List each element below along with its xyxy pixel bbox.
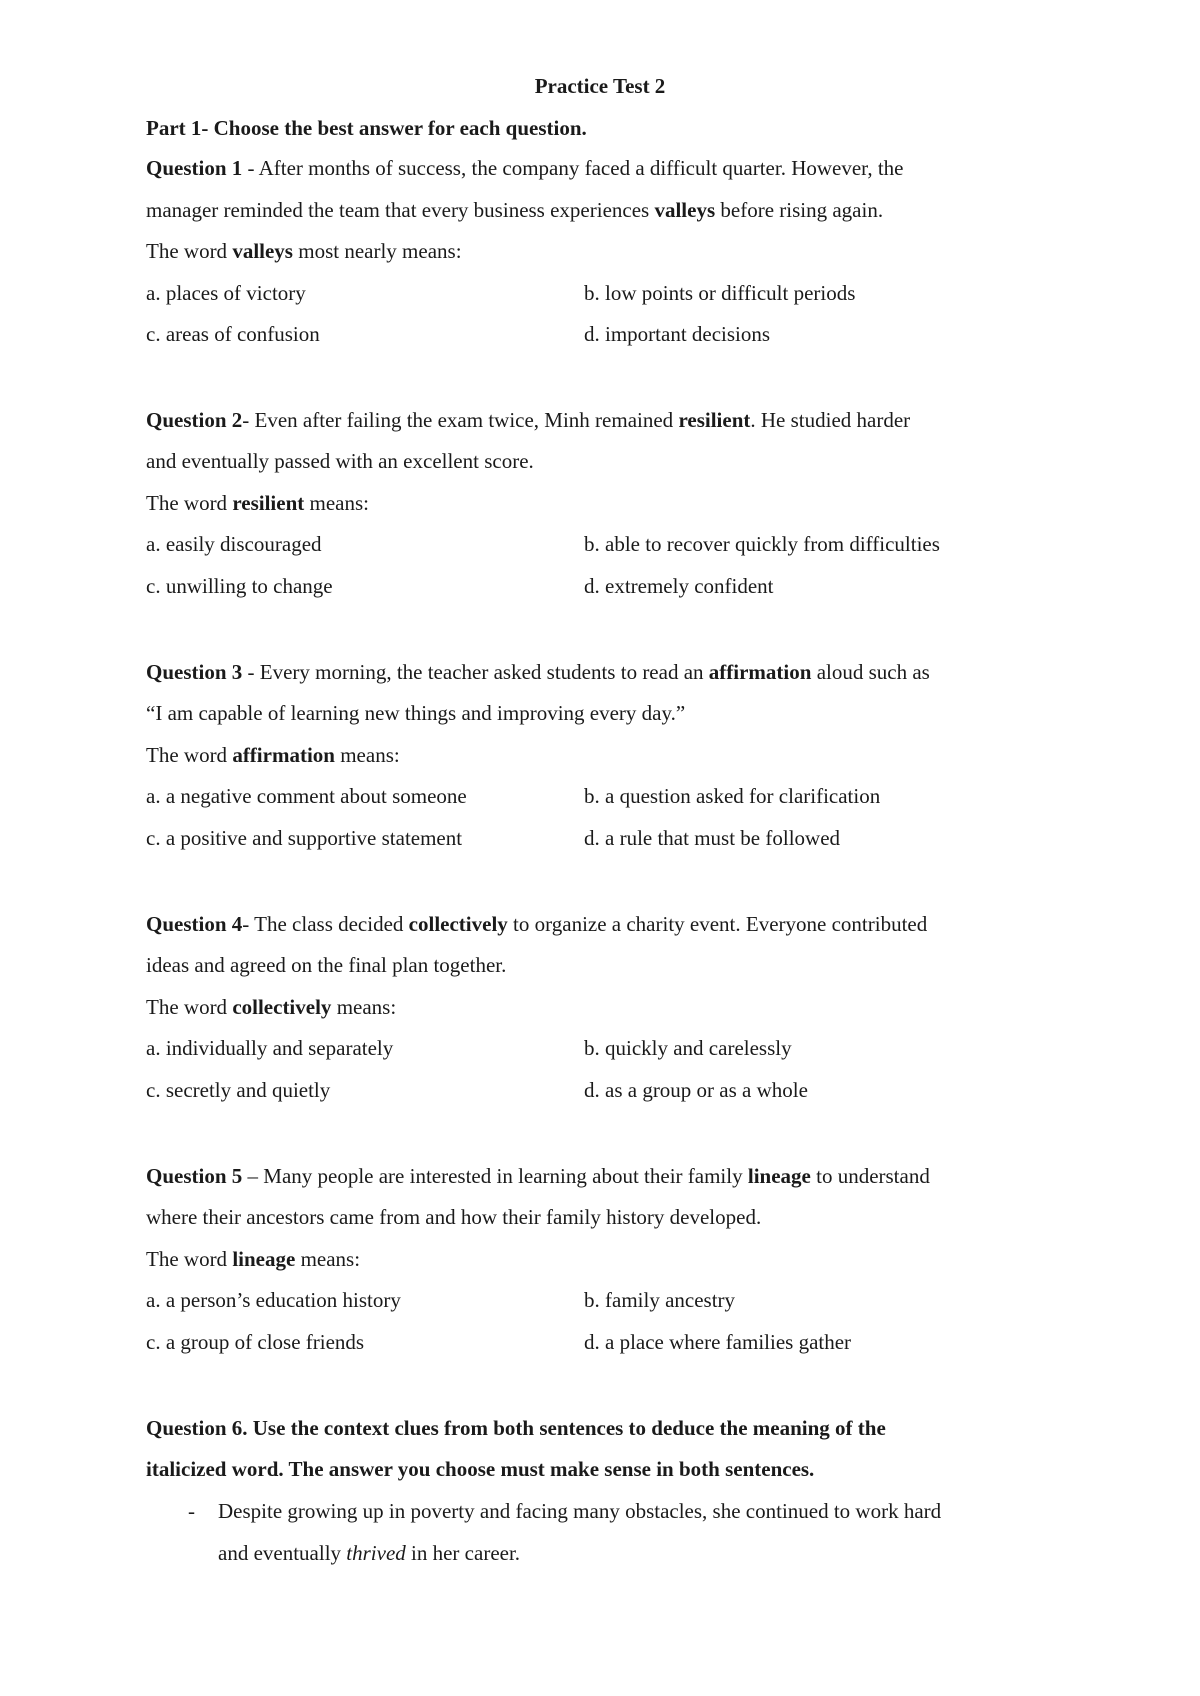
question-5-option-b: b. family ancestry [584, 1288, 736, 1312]
question-5-line-2: where their ancestors came from and how their family history developed. [146, 1205, 762, 1229]
question-3-line-2: “I am capable of learning new things and improving every day.” [146, 701, 686, 725]
question-4-option-a: a. individually and separately [146, 1036, 394, 1060]
question-5-option-a: a. a person’s education history [146, 1288, 401, 1312]
question-3-option-d: d. a rule that must be followed [584, 826, 841, 850]
bullet-dash: - [188, 1499, 195, 1523]
question-2-option-a: a. easily discouraged [146, 532, 322, 556]
question-5-option-c: c. a group of close friends [146, 1330, 365, 1354]
question-1-option-b: b. low points or difficult periods [584, 281, 856, 305]
question-2-prompt: The word resilient means: [146, 491, 369, 515]
question-5-keyword: lineage [747, 1164, 811, 1188]
question-4-prompt: The word collectively means: [146, 995, 397, 1019]
italicized-word: thrived [346, 1541, 406, 1565]
question-4-option-d: d. as a group or as a whole [584, 1078, 808, 1102]
part1-heading: Part 1- Choose the best answer for each question. [146, 116, 587, 140]
question-3-keyword: affirmation [708, 660, 812, 684]
question-4-line-2: ideas and agreed on the final plan together. [146, 953, 507, 977]
question-4-option-b: b. quickly and carelessly [584, 1036, 792, 1060]
question-6-sentence-line-2: and eventually thrived in her career. [218, 1541, 521, 1565]
question-2-label: Question 2 [146, 408, 243, 432]
question-5-prompt: The word lineage means: [146, 1247, 361, 1271]
question-3-line-1: Question 3 - Every morning, the teacher asked students to read an affirmation aloud such as [146, 660, 930, 684]
question-6-line-2: italicized word. The answer you choose must make sense in both sentences. [146, 1457, 815, 1481]
question-3-option-c: c. a positive and supportive statement [146, 826, 463, 850]
question-1-option-a: a. places of victory [146, 281, 306, 305]
question-2-keyword: resilient [678, 408, 751, 432]
question-1-option-d: d. important decisions [584, 322, 771, 346]
question-1-line-2: manager reminded the team that every business experiences valleys before rising again. [146, 198, 884, 222]
question-2-line-2: and eventually passed with an excellent score. [146, 449, 534, 473]
question-1-prompt: The word valleys most nearly means: [146, 239, 462, 263]
question-4-keyword: collectively [408, 912, 508, 936]
question-6-sentence-line-1: Despite growing up in poverty and facing many obstacles, she continued to work hard [218, 1499, 942, 1523]
question-3-option-b: b. a question asked for clarification [584, 784, 881, 808]
question-5-option-d: d. a place where families gather [584, 1330, 852, 1354]
question-1-keyword: valleys [654, 198, 716, 222]
question-3-prompt: The word affirmation means: [146, 743, 400, 767]
question-1-label: Question 1 [146, 156, 243, 180]
question-4-line-1: Question 4- The class decided collectively to organize a charity event. Everyone contributed [146, 912, 928, 936]
page-title: Practice Test 2 [534, 74, 666, 98]
question-3-label: Question 3 [146, 660, 243, 684]
question-2-line-1: Question 2- Even after failing the exam twice, Minh remained resilient. He studied harder [146, 408, 911, 432]
question-3-option-a: a. a negative comment about someone [146, 784, 467, 808]
question-1-line-1: Question 1 - After months of success, the company faced a difficult quarter. However, the [146, 156, 904, 180]
question-5-label: Question 5 [146, 1164, 243, 1188]
question-4-label: Question 4 [146, 912, 243, 936]
question-2-option-d: d. extremely confident [584, 574, 774, 598]
question-1-option-c: c. areas of confusion [146, 322, 320, 346]
question-4-option-c: c. secretly and quietly [146, 1078, 331, 1102]
question-2-option-b: b. able to recover quickly from difficulties [584, 532, 940, 556]
question-2-option-c: c. unwilling to change [146, 574, 333, 598]
question-5-line-1: Question 5 – Many people are interested in learning about their family lineage to understand [146, 1164, 930, 1188]
question-6-line-1: Question 6. Use the context clues from both sentences to deduce the meaning of the [146, 1416, 886, 1440]
